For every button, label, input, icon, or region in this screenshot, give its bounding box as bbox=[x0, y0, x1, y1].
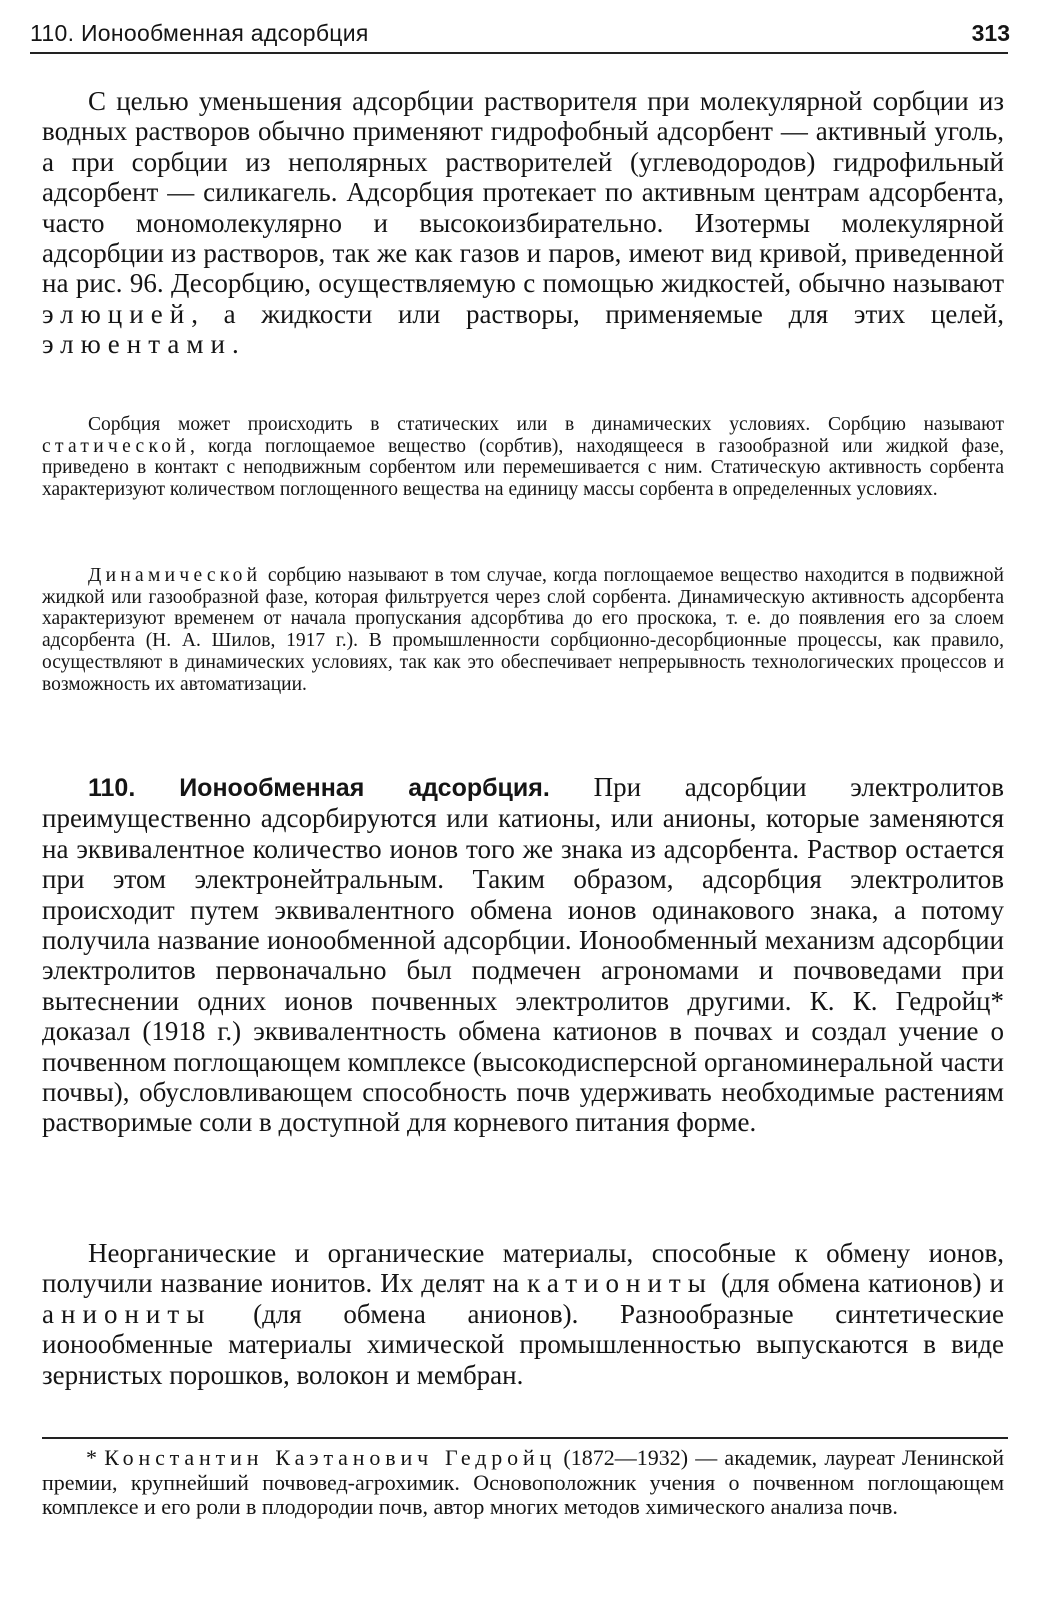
small-paragraph-static-sorption bbox=[42, 414, 1004, 501]
footnote-marker: * bbox=[86, 1445, 105, 1470]
paragraph-text-part: С целью уменьшения адсорбции растворителя при молекулярной сорбции из водных растворов обычно применяют гидрофобный адсорбент — активный уголь, а при сорбции из неполярных растворителей (углеводородов) гидрофильный адсорбент — силикагель. Адсорбция протекает по активным центрам адсорбента, часто мономолекулярно и высокоизбирательно. Изотермы молекулярной адсорбции из растворов, так же как газов и паров, имеют вид кривой, приведенной на рис. 96. Десорбцию, осуществляемую с помощью жидкостей, обычно называют bbox=[42, 86, 1004, 299]
paragraph-text bbox=[42, 1238, 1004, 1390]
small-text-part: , когда поглощаемое вещество (сорбтив), находящееся в газообразной или жидкой фазе, приведено в контакт с неподвижным сорбентом или перемешивается с ним. Статическую активность сорбента характеризуют количеством поглощенного вещества на единицу массы сорбента в определенных условиях. bbox=[42, 435, 1004, 501]
section-text bbox=[42, 772, 1004, 1138]
paragraph-text-part: . bbox=[232, 329, 239, 360]
section-body: При адсорбции электролитов преимущественно адсорбируются или катионы, или анионы, которые заменяются на эквивалентное количество ионов того же знака из адсорбента. Раствор остается при этом электронейтральным. Таким образом, адсорбция электролитов происходит путем эквивалентного обмена ионов одинакового знака, а потому получила название ионообменной адсорбции. Ионообменный механизм адсорбции электролитов первоначально был подмечен агрономами и почвоведами при вытеснении одних ионов почвенных электролитов другими. К. К. Гедройц* доказал (1918 г.) эквивалентность обмена катионов в почвах и создал учение о почвенном поглощающем комплексе (высокодисперсной органоминеральной части почвы), обусловливающем способность почв удерживать необходимые растениям растворимые соли в доступной для корневого питания форме. bbox=[42, 772, 1005, 1138]
paragraph-ionites bbox=[42, 1238, 1004, 1390]
small-text-part: сорбцию называют в том случае, когда поглощаемое вещество находится в подвижной жидкой или газообразной фазе, которая фильтруется через слой сорбента. Динамическую активность адсорбента характеризуют временем от начала пропускания адсорбтива до его проскока, т. е. до появления его за слоем адсорбента (Н. А. Шилов, 1917 г.). В промышленности сорбционно-десорбционные процессы, как правило, осуществляют в динамических условиях, так как это обеспечивает непрерывность технологических процессов и возможность их автоматизации. bbox=[42, 565, 1004, 695]
term-anionites: аниониты bbox=[42, 1298, 212, 1329]
term-elution: элюцией bbox=[42, 298, 192, 329]
paragraph-text-part: (для обмена катионов) и bbox=[712, 1268, 1004, 1299]
paragraph-text-part: (для обмена анионов). Разнообразные синтетические ионообменные материалы химической промышленностью выпускаются в виде зернистых порошков, волокон и мембран. bbox=[42, 1298, 1004, 1390]
small-paragraph-text bbox=[42, 565, 1004, 695]
footnote-person-name: Константин Каэтанович Гедройц bbox=[104, 1445, 557, 1470]
small-paragraph-dynamic-sorption bbox=[42, 565, 1004, 695]
term-eluents: элюентами bbox=[42, 329, 233, 360]
term-static: статической bbox=[42, 435, 190, 457]
paragraph-text-part: Неорганические и органические материалы, способные к обмену ионов, получили название ионитов. Их делят на bbox=[42, 1238, 1004, 1299]
footnote bbox=[42, 1446, 1004, 1520]
header-rule bbox=[30, 52, 1008, 54]
term-cationites: катиониты bbox=[527, 1268, 713, 1299]
running-header bbox=[30, 18, 1010, 50]
term-dynamic: Динамической bbox=[88, 565, 262, 586]
footnote-text: (1872—1932) — академик, лауреат Ленинской премии, крупнейший почвовед-агрохимик. Основоположник учения о почвенном поглощающем комплексе и его роли в плодородии почв, автор многих методов химического анализа почв. bbox=[42, 1445, 1004, 1519]
paragraph-text bbox=[42, 86, 1004, 360]
small-paragraph-text bbox=[42, 414, 1004, 501]
small-text-part: Сорбция может происходить в статических или в динамических условиях. Сорбцию называют bbox=[88, 414, 1004, 435]
paragraph-molecular-adsorption bbox=[42, 86, 1004, 360]
section-heading: 110. Ионообменная адсорбция. bbox=[88, 774, 550, 802]
paragraph-text-part: , а жидкости или растворы, применяемые для этих целей, bbox=[191, 298, 1004, 329]
running-header-title: 110. Ионообменная адсорбция bbox=[30, 20, 369, 46]
page-number: 313 bbox=[971, 20, 1010, 46]
section-ion-exchange bbox=[42, 772, 1004, 1138]
footnote-rule bbox=[42, 1437, 1008, 1439]
